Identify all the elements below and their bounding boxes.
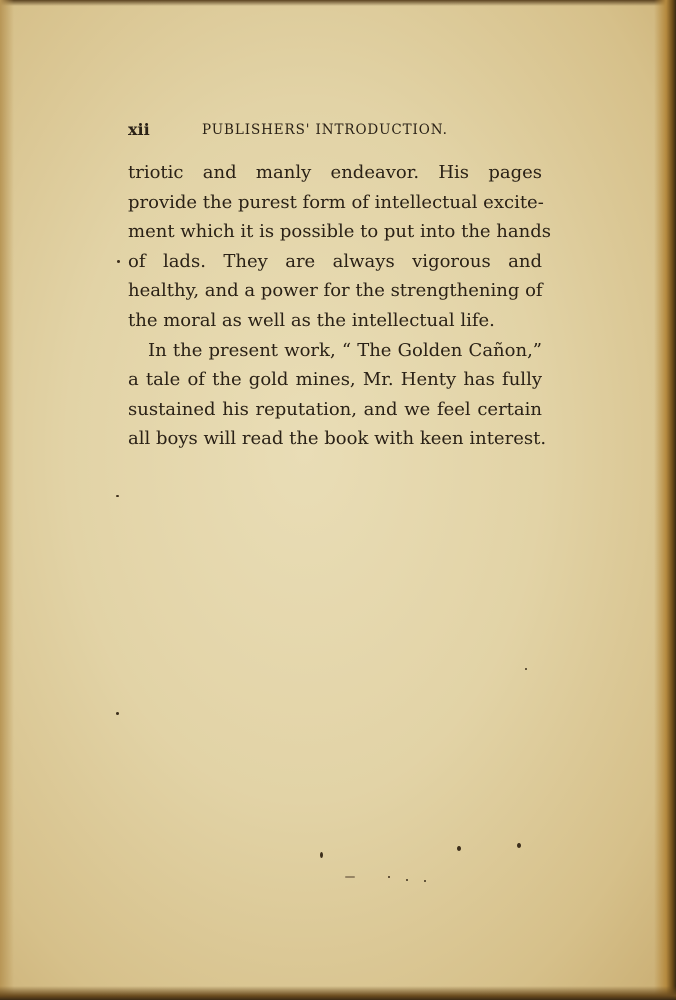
paragraph-2 [128,336,547,454]
text-line: triotic and manly endeavor. His pages [128,162,542,183]
paragraph-1 [128,158,551,336]
speck [525,668,527,670]
text-line: sustained his reputation, and we feel certain [128,398,542,420]
text-line: healthy, and a power for the strengthening of [128,280,543,302]
speck [116,495,119,497]
page-number: xii [128,120,150,139]
speck [117,260,120,263]
text-line: a tale of the gold mines, Mr. Henty has fully [128,369,542,391]
text-line: all boys will read the book with keen interest. [128,428,547,450]
text-line: the moral as well as the intellectual life. [128,309,495,331]
speck [406,879,408,881]
text-line: of lads. They are always vigorous and [128,250,542,272]
running-title: PUBLISHERS' INTRODUCTION. [202,122,448,138]
body-text [128,158,551,454]
speck [388,876,390,878]
speck [320,852,323,858]
page-left-edge [0,0,14,1000]
page-right-edge [654,0,676,1000]
page-bottom-edge [0,986,676,1000]
text-line: ment which it is possible to put into the hands [128,221,551,243]
speck [424,880,426,882]
speck [345,876,355,878]
text-line: In the present work, “ The Golden Cañon,” [148,339,542,361]
page-top-edge [0,0,676,6]
speck [457,846,461,851]
text-line: provide the purest form of intellectual excite- [128,191,544,213]
speck [116,712,119,715]
speck [517,843,521,848]
page-header [128,120,538,142]
